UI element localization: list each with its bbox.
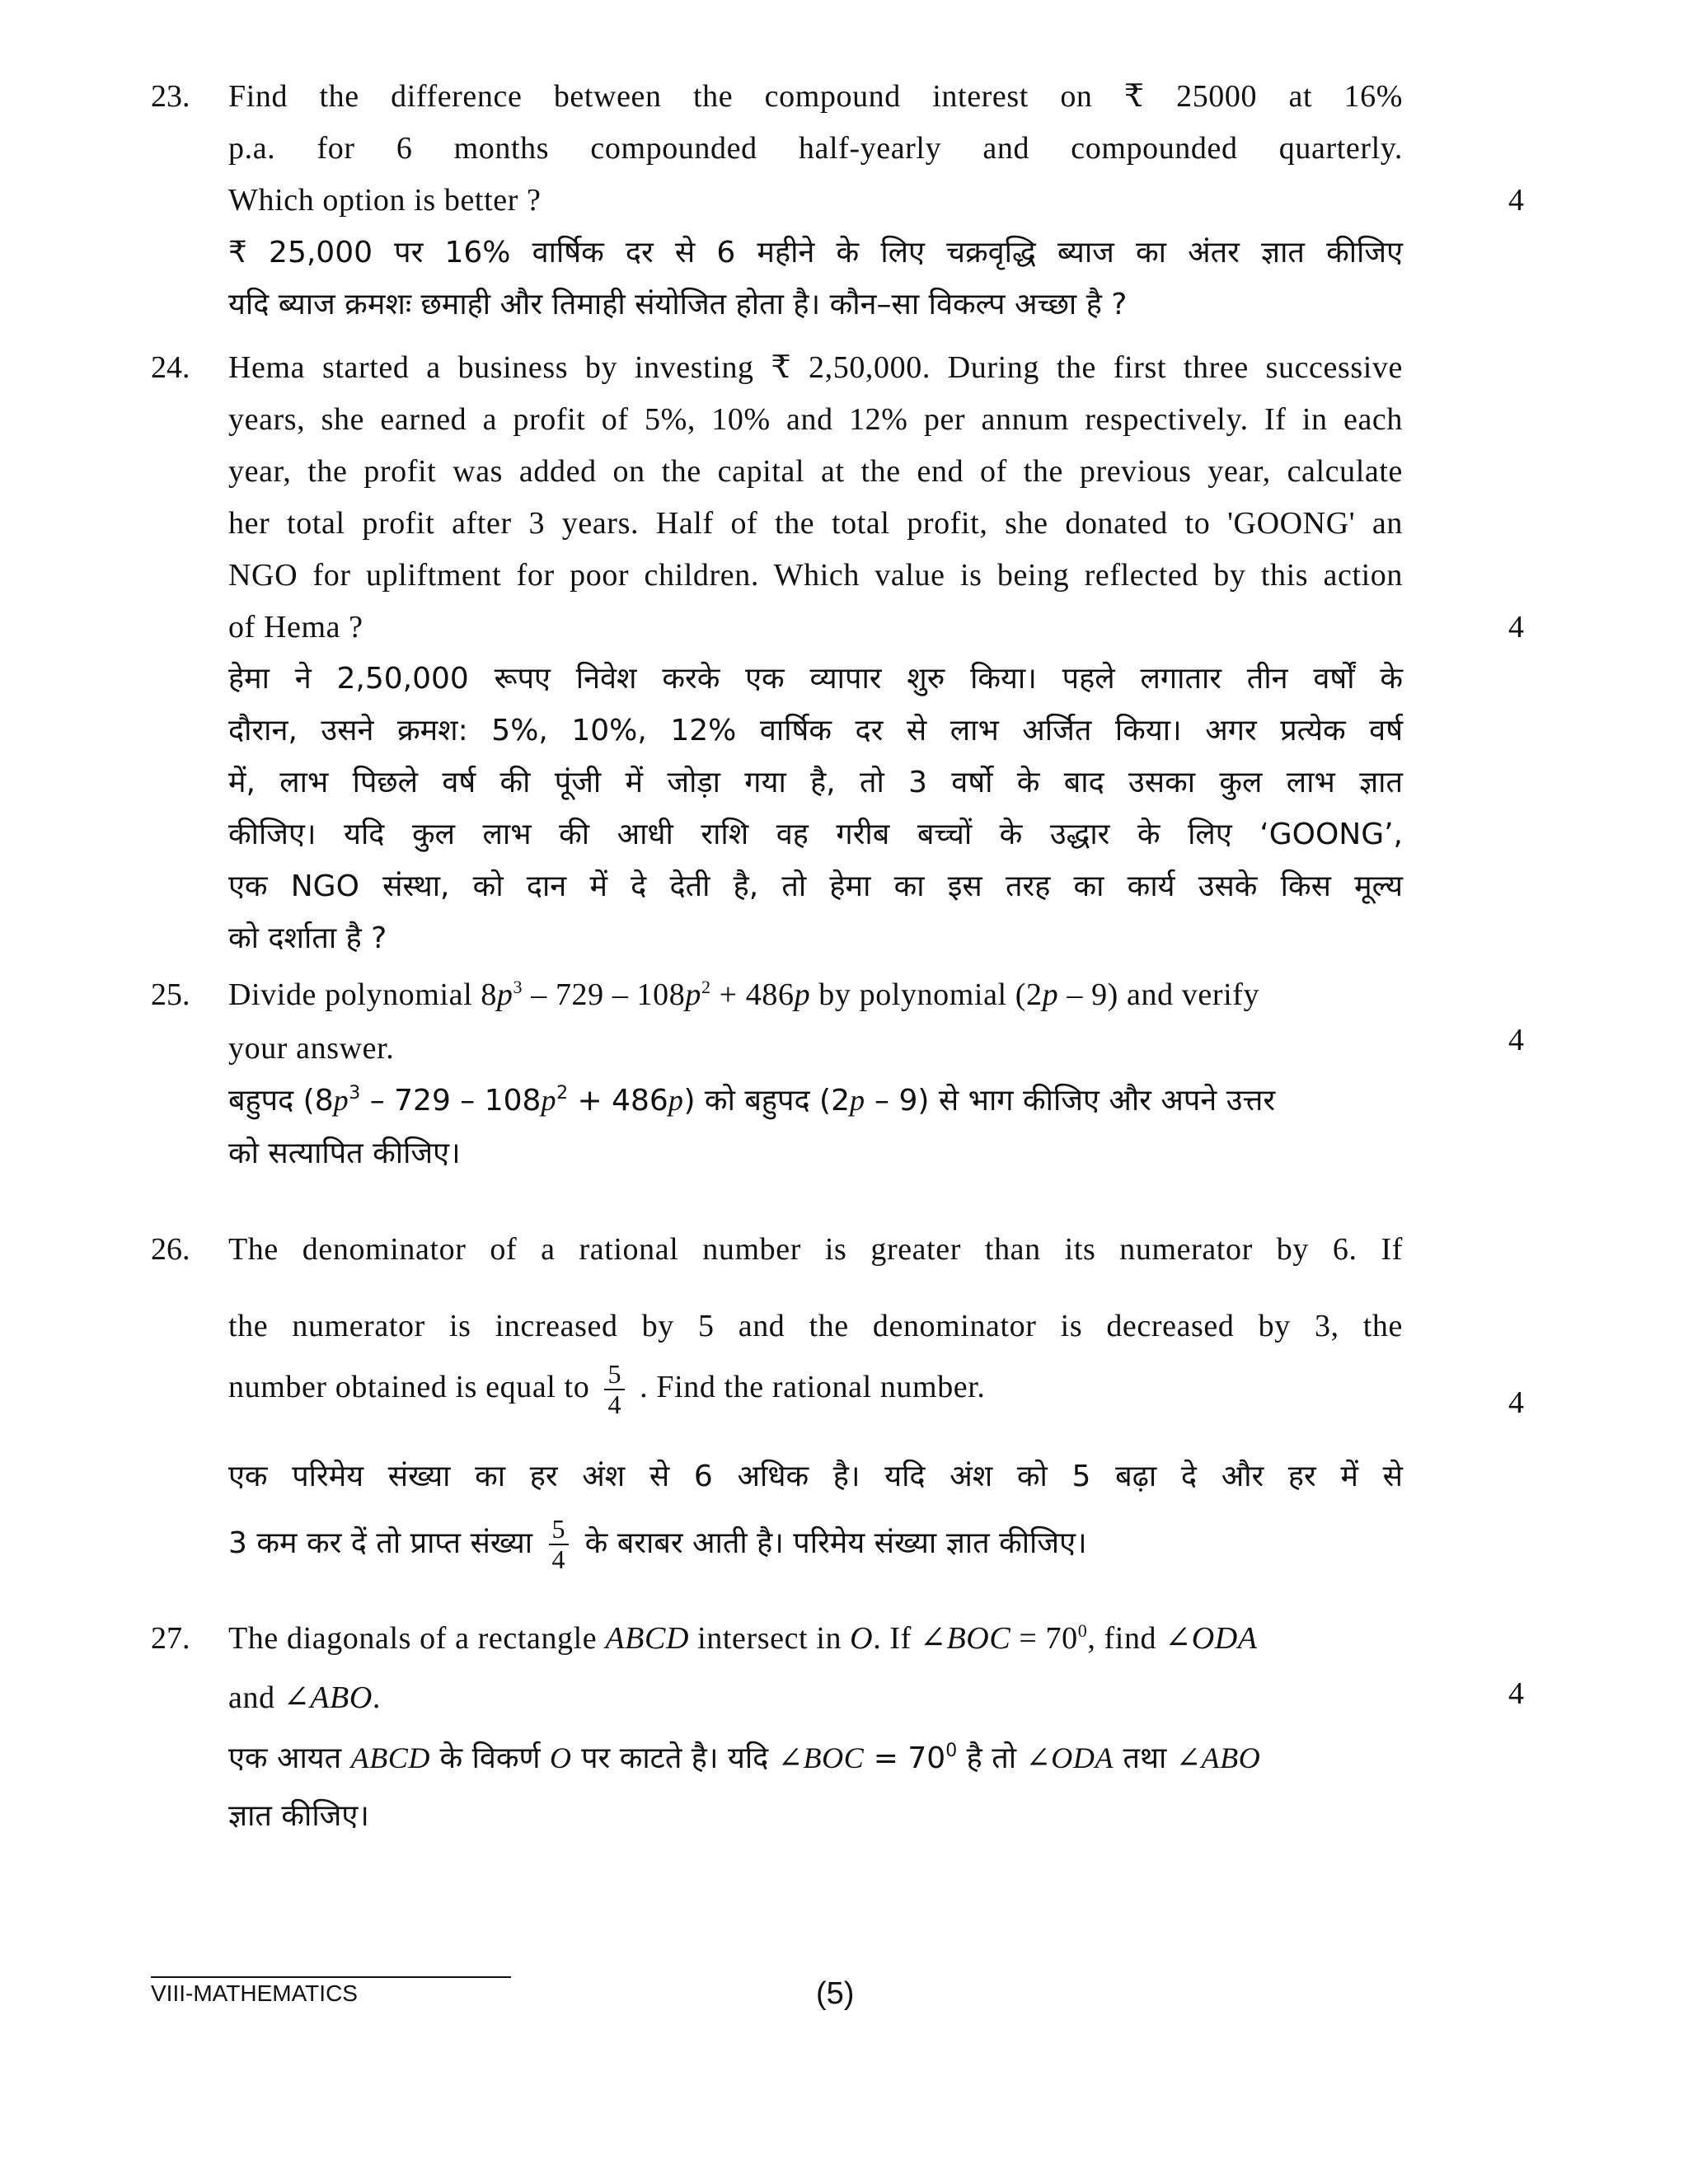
question-text-line: years, she earned a profit of 5%, 10% and 12% per annum respectively. If in each bbox=[228, 402, 1403, 437]
text-segment: + 486 bbox=[568, 1084, 668, 1118]
exponent: 0 bbox=[1077, 1620, 1088, 1641]
question-text-line: her total profit after 3 years. Half of the total profit, she donated to 'GOONG' an bbox=[228, 506, 1403, 541]
text-segment: बहुपद (8 bbox=[228, 1084, 334, 1118]
fraction-numerator: 5 bbox=[549, 1515, 570, 1545]
text-segment: – 729 – 108 bbox=[523, 977, 686, 1012]
text-segment: – 9) से भाग कीजिए और अपने उत्तर bbox=[865, 1084, 1276, 1118]
text-segment: The diagonals of a rectangle bbox=[228, 1621, 606, 1656]
question-text-hindi-line bbox=[228, 1515, 1403, 1574]
question-text-hindi-line: एक परिमेय संख्या का हर अंश से 6 अधिक है। यदि अंश को 5 बढ़ा दे और हर में से bbox=[228, 1460, 1403, 1493]
text-segment: by polynomial (2 bbox=[810, 977, 1043, 1012]
marks-label: 4 bbox=[1508, 1676, 1524, 1711]
question-text-line: Hema started a business by investing ₹ 2,50,000. During the first three successive bbox=[228, 350, 1403, 385]
variable: p bbox=[541, 1084, 557, 1117]
fraction bbox=[604, 1360, 625, 1419]
variable: p bbox=[794, 977, 811, 1012]
text-segment: एक आयत bbox=[228, 1741, 351, 1775]
question-text-hindi-line: को सत्यापित कीजिए। bbox=[228, 1137, 461, 1170]
text-segment: + 486 bbox=[710, 977, 795, 1012]
question-text-line bbox=[228, 977, 1403, 1015]
question-text-hindi-line bbox=[228, 1741, 1403, 1776]
text-segment: . bbox=[372, 1680, 381, 1715]
question-number: 26. bbox=[151, 1232, 190, 1267]
math-label: O bbox=[550, 1741, 572, 1774]
exponent: 2 bbox=[556, 1083, 569, 1104]
variable: p bbox=[496, 977, 513, 1012]
math-label: ∠BOC bbox=[777, 1741, 865, 1774]
question-text-hindi-line: में, लाभ पिछले वर्ष की पूंजी में जोड़ा गया है, तो 3 वर्षो के बाद उसका कुल लाभ ज्ञात bbox=[228, 766, 1403, 799]
marks-label: 4 bbox=[1508, 1385, 1524, 1420]
text-segment: . Find the rational number. bbox=[640, 1369, 986, 1404]
math-label: ∠ODA bbox=[1165, 1621, 1258, 1656]
exponent: 2 bbox=[701, 977, 711, 997]
variable: p bbox=[849, 1084, 865, 1117]
question-text-line bbox=[228, 1680, 1403, 1718]
text-segment: = 70 bbox=[864, 1741, 946, 1775]
math-label: ∠ABO bbox=[1175, 1741, 1261, 1774]
question-number: 24. bbox=[151, 350, 190, 385]
variable: p bbox=[668, 1084, 684, 1117]
question-text-hindi-line: ज्ञात कीजिए। bbox=[228, 1799, 369, 1833]
fraction-denominator: 4 bbox=[551, 1544, 566, 1575]
text-segment: – 9) and verify bbox=[1058, 977, 1260, 1012]
text-segment: ) को बहुपद (2 bbox=[683, 1084, 850, 1118]
question-text-line: p.a. for 6 months compounded half-yearly and compounded quarterly. bbox=[228, 131, 1403, 166]
text-segment: and bbox=[228, 1680, 284, 1715]
question-text-line: your answer. bbox=[228, 1031, 395, 1066]
page-number: (5) bbox=[816, 1976, 855, 2011]
text-segment: 3 कम कर दें तो प्राप्त संख्या bbox=[228, 1526, 533, 1561]
question-text-hindi-line bbox=[228, 1083, 1403, 1118]
text-segment: के बराबर आती है। परिमेय संख्या ज्ञात कीजिए। bbox=[584, 1526, 1087, 1561]
question-text-hindi-line: यदि ब्याज क्रमशः छमाही और तिमाही संयोजित होता है। कौन–सा विकल्प अच्छा है ? bbox=[228, 288, 1128, 321]
question-text-hindi-line: एक NGO संस्था, को दान में दे देती है, तो हेमा का इस तरह का कार्य उसके किस मूल्य bbox=[228, 869, 1403, 903]
marks-label: 4 bbox=[1508, 183, 1524, 218]
question-text-line: The denominator of a rational number is greater than its numerator by 6. If bbox=[228, 1232, 1403, 1267]
variable: p bbox=[685, 977, 701, 1012]
math-label: ∠ODA bbox=[1025, 1741, 1114, 1774]
question-number: 25. bbox=[151, 977, 190, 1012]
math-label: ∠BOC bbox=[920, 1621, 1011, 1656]
math-label: ABCD bbox=[605, 1621, 689, 1656]
question-text-line bbox=[228, 1620, 1403, 1658]
question-text-line bbox=[228, 1360, 1403, 1419]
math-label: O bbox=[850, 1621, 874, 1656]
question-number: 23. bbox=[151, 79, 190, 114]
text-segment: – 729 – 108 bbox=[360, 1084, 542, 1118]
text-segment: पर काटते है। यदि bbox=[571, 1741, 778, 1775]
text-segment: है तो bbox=[957, 1741, 1026, 1775]
math-label: ∠ABO bbox=[283, 1680, 373, 1715]
marks-label: 4 bbox=[1508, 1023, 1524, 1057]
text-segment: के विकर्ण bbox=[430, 1741, 551, 1775]
question-text-line: Find the difference between the compound interest on ₹ 25000 at 16% bbox=[228, 79, 1403, 114]
question-number: 27. bbox=[151, 1621, 190, 1656]
footer-divider bbox=[151, 1976, 511, 1978]
fraction-numerator: 5 bbox=[604, 1360, 625, 1390]
marks-label: 4 bbox=[1508, 610, 1524, 644]
text-segment: number obtained is equal to bbox=[228, 1369, 590, 1404]
question-text-hindi-line: ₹ 25,000 पर 16% वार्षिक दर से 6 महीने के लिए चक्रवृद्धि ब्याज का अंतर ज्ञात कीजिए bbox=[228, 236, 1403, 269]
math-label: ABCD bbox=[350, 1741, 431, 1774]
exponent: 0 bbox=[945, 1741, 958, 1761]
question-text-hindi-line: दौरान, उसने क्रमश: 5%, 10%, 12% वार्षिक दर से लाभ अर्जित किया। अगर प्रत्येक वर्ष bbox=[228, 714, 1403, 748]
exponent: 3 bbox=[513, 977, 523, 997]
fraction bbox=[549, 1515, 570, 1574]
text-segment: . If bbox=[873, 1621, 921, 1656]
question-text-line: the numerator is increased by 5 and the denominator is decreased by 3, the bbox=[228, 1309, 1403, 1343]
fraction-denominator: 4 bbox=[607, 1390, 622, 1420]
text-segment: = 70 bbox=[1010, 1621, 1078, 1656]
text-segment: Divide polynomial 8 bbox=[228, 977, 497, 1012]
exponent: 3 bbox=[349, 1083, 361, 1104]
text-segment: , find bbox=[1087, 1621, 1165, 1656]
variable: p bbox=[333, 1084, 349, 1117]
question-text-hindi-line: को दर्शाता है ? bbox=[228, 921, 387, 955]
question-text-line: NGO for upliftment for poor children. Which value is being reflected by this action bbox=[228, 558, 1403, 593]
question-text-line: year, the profit was added on the capital at the end of the previous year, calculate bbox=[228, 454, 1403, 489]
question-text-hindi-line: कीजिए। यदि कुल लाभ की आधी राशि वह गरीब बच्चों के उद्धार के लिए ‘GOONG’, bbox=[228, 818, 1403, 851]
question-text-line: of Hema ? bbox=[228, 610, 363, 644]
question-text-hindi-line: हेमा ने 2,50,000 रूपए निवेश करके एक व्यापार शुरु किया। पहले लगातार तीन वर्षों के bbox=[228, 662, 1403, 696]
text-segment: intersect in bbox=[689, 1621, 851, 1656]
text-segment: तथा bbox=[1114, 1741, 1176, 1775]
variable: p bbox=[1042, 977, 1059, 1012]
question-text-line: Which option is better ? bbox=[228, 183, 542, 218]
footer-subject: VIII-MATHEMATICS bbox=[151, 1980, 358, 2006]
